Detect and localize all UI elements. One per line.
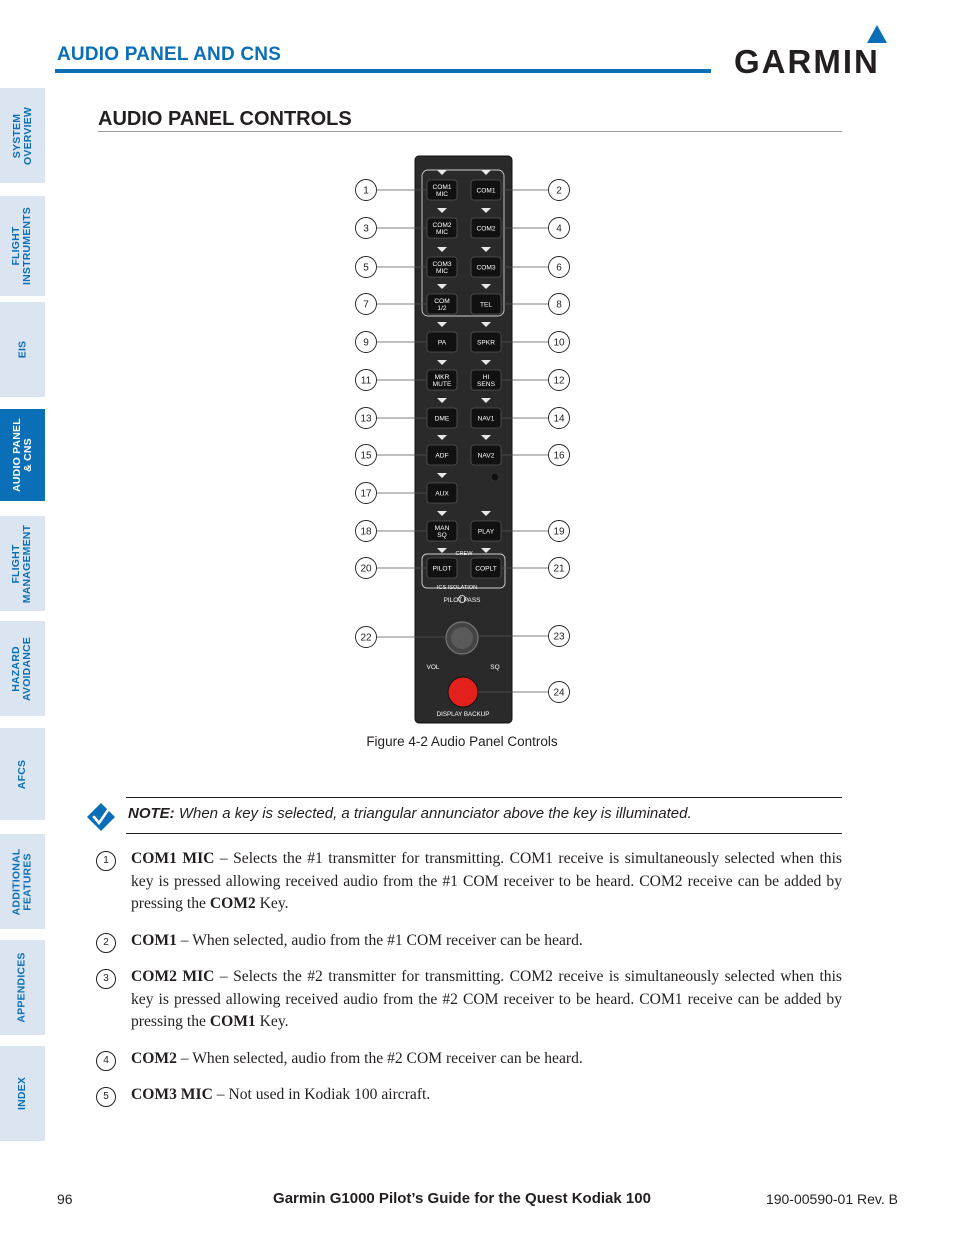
callout-number: 12 [553,375,565,387]
callout-number: 18 [360,526,372,538]
key-label-line: COM1 [432,184,452,191]
document-number: 190-00590-01 Rev. B [765,1191,898,1207]
key-label: COM3 [476,264,496,272]
item-term: COM1 MIC [131,850,215,867]
key-label: DME [434,415,450,423]
item-description [131,848,842,916]
callout-number: 13 [360,413,372,425]
callout-number: 7 [363,299,369,311]
side-tab-3[interactable] [0,409,45,501]
side-tab-4[interactable] [0,516,45,611]
item-number-badge: 1 [96,851,116,871]
item-dash: – [176,1050,193,1067]
side-tab-1[interactable] [0,196,45,296]
key-label: ADF [435,452,449,460]
item-key: COM2 [209,895,256,912]
key-label: COPLT [475,565,497,573]
audio-panel-figure [345,150,585,730]
callout-number: 2 [556,185,562,197]
callout-number: 1 [363,185,369,197]
callout-number: 20 [360,563,372,575]
title-rule [98,131,842,132]
key-label-line: MIC [435,268,449,276]
item-description [131,1084,842,1107]
item-text-a: When selected, audio from the #1 COM receiver can be heard. [192,932,583,949]
key-label-line: MIC [435,229,449,237]
callout-number: 15 [360,450,372,462]
side-tab-5[interactable] [0,621,45,716]
key-label: PLAY [477,528,495,536]
callout-number: 8 [556,299,562,311]
delta-icon [866,24,888,44]
crew-label: CREW [455,551,473,557]
header-rule [55,69,711,73]
side-tab-label: INDEX [16,1076,28,1111]
garmin-logo [734,24,904,80]
callout-number: 17 [360,488,372,500]
item-text-a: Selects the #2 transmitter for transmitting. COM2 receive is simultaneously selected when this key is pressed allowing received audio from the #2 COM receiver to be heard. COM1 receive can be added by pressing the [131,968,842,1030]
key-label-line: SQ [437,532,447,540]
callout-number: 19 [553,526,565,538]
side-tab-label: APPENDICES [16,952,29,1023]
key-label: COM2 [476,225,496,233]
item-number-badge: 4 [96,1051,116,1071]
item-dash: – [214,850,234,867]
callout-number: 3 [363,223,369,235]
item-number-badge: 3 [96,969,116,989]
key-label-line: COM3 [432,261,452,268]
display-backup-label: DISPLAY BACKUP [436,711,490,718]
key-label-line: COM2 [432,222,452,229]
callout-number: 14 [553,413,565,425]
key-label: NAV2 [477,452,495,460]
volume-knob-center [451,627,473,649]
sq-label: SQ [490,664,500,671]
item-dash: – [214,968,234,985]
note-checkmark-icon [86,802,116,832]
key-label: PA [437,339,447,347]
callout-number: 6 [556,262,562,274]
item-term: COM1 [131,932,177,949]
side-tab-0[interactable] [0,88,45,183]
side-tab-label: AUDIO PANEL & CNS [10,418,34,492]
key-label: NAV1 [477,415,495,423]
callout-number: 21 [553,563,565,575]
item-number-badge: 5 [96,1087,116,1107]
item-text-b: Key. [255,895,289,912]
side-tab-label: ADDITIONAL FEATURES [10,848,34,915]
callout-number: 11 [360,375,372,387]
pilot-pass-label: PILOT PASS [443,597,481,604]
item-term: COM2 [131,1050,177,1067]
key-label-line: MKR [434,374,450,381]
item-term: COM2 MIC [131,968,215,985]
key-label-line: HI [482,374,490,381]
item-description [131,930,842,953]
side-tab-label: SYSTEM OVERVIEW [10,106,34,165]
key-label-line: COM [434,298,450,305]
item-description [131,1048,842,1071]
callout-number: 5 [363,262,369,274]
item-text-a: When selected, audio from the #2 COM receiver can be heard. [192,1050,583,1067]
note-text: When a key is selected, a triangular annunciator above the key is illuminated. [178,805,692,822]
side-tab-8[interactable] [0,940,45,1035]
figure-caption: Figure 4-2 Audio Panel Controls [366,734,558,749]
display-backup-button[interactable] [448,677,478,707]
item-text-a: Selects the #1 transmitter for transmitting. COM1 receive is simultaneously selected when this key is pressed allowing received audio from the #1 COM receiver to be heard. COM2 receive can be added by pressing the [131,850,842,912]
item-text-b: Key. [255,1013,289,1030]
key-label-line: MIC [435,191,449,199]
key-label: AUX [435,490,449,498]
footer-title: Garmin G1000 Pilot’s Guide for the Quest Kodiak 100 [273,1190,651,1207]
key-label-line: SENS [477,381,495,389]
callout-number: 4 [556,223,562,235]
note-rule-top [126,797,842,798]
callout-number: 9 [363,337,369,349]
item-dash: – [176,932,193,949]
side-tab-label: HAZARD AVOIDANCE [10,636,34,701]
indicator-dot [491,473,499,481]
callout-number: 22 [360,632,372,644]
note-rule-bottom [126,833,842,834]
item-number-badge: 2 [96,933,116,953]
side-tab-label: FLIGHT MANAGEMENT [10,524,34,603]
callout-number: 16 [553,450,565,462]
item-dash: – [212,1086,229,1103]
callout-number: 23 [553,631,565,643]
key-label-line: MUTE [432,381,452,389]
item-text-a: Not used in Kodiak 100 aircraft. [228,1086,431,1103]
side-tab-2[interactable] [0,302,45,397]
item-term: COM3 MIC [131,1086,213,1103]
section-header: AUDIO PANEL AND CNS [57,44,282,65]
side-tab-label: FLIGHT INSTRUMENTS [10,206,34,286]
note [128,805,692,822]
logo-wordmark: GARMIN [734,43,880,80]
page-number: 96 [57,1191,73,1207]
key-label: COM1 [476,187,496,195]
vol-label: VOL [426,664,440,671]
ics-isolation-label: ICS ISOLATION [436,585,478,591]
side-tab-7[interactable] [0,834,45,929]
item-key: COM1 [209,1013,256,1030]
key-label-line: MAN [434,525,450,532]
item-description [131,966,842,1034]
side-tab-9[interactable] [0,1046,45,1141]
key-label: SPKR [477,339,495,347]
key-label: TEL [479,301,493,309]
side-tab-label: EIS [16,340,28,359]
callout-number: 24 [553,687,565,699]
side-tab-label: AFCS [15,759,28,789]
key-label [433,374,452,388]
key-label-line: 1/2 [437,305,447,313]
callout-number: 10 [553,337,565,349]
page-title: AUDIO PANEL CONTROLS [98,108,352,130]
key-label: PILOT [432,565,452,573]
note-label: NOTE: [128,805,175,822]
